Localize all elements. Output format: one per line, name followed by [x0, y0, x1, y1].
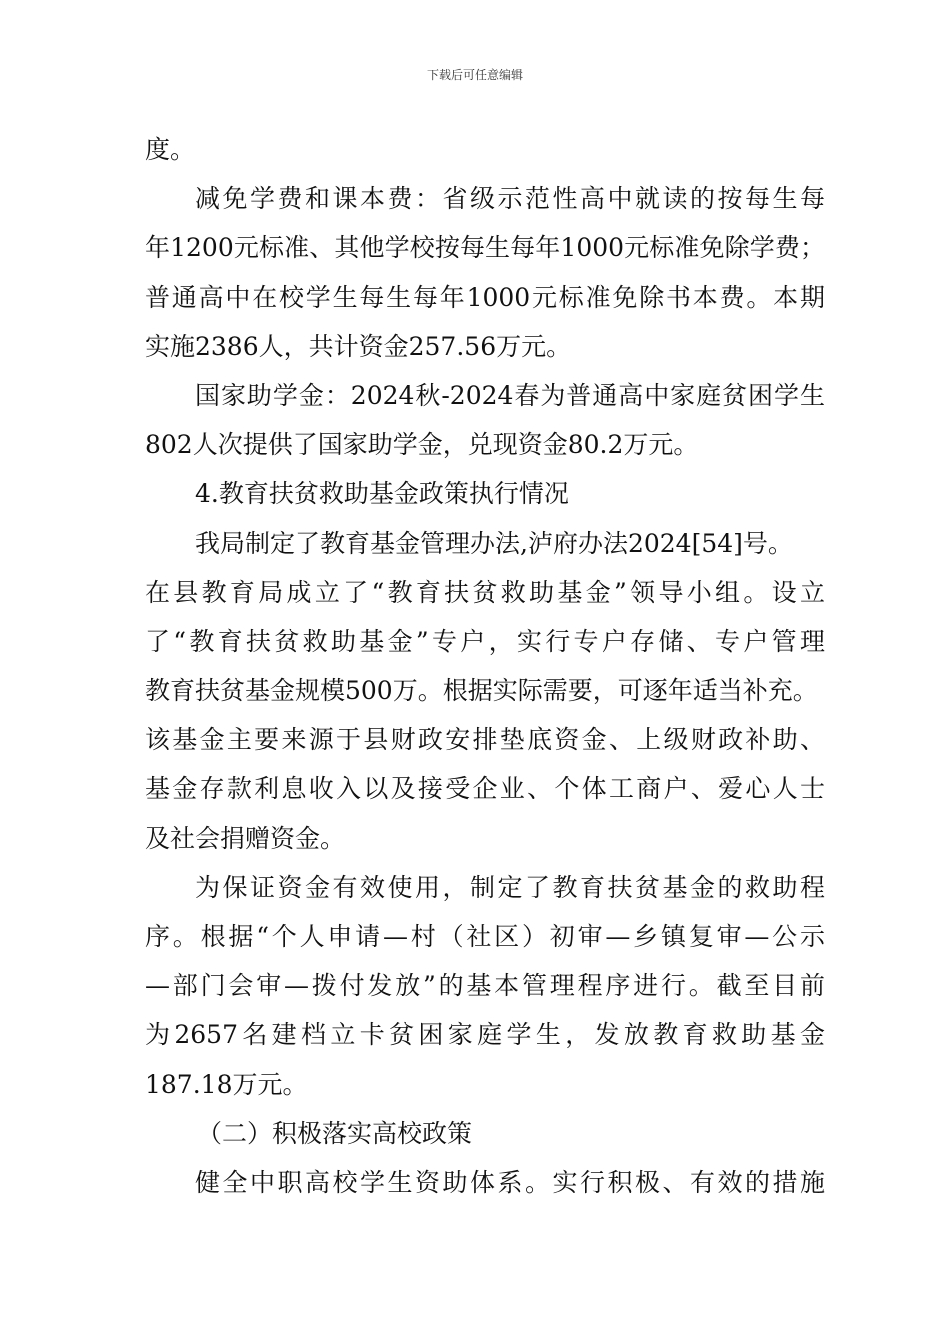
text-line-5: 实施2386人，共计资金257.56万元。 [145, 331, 572, 361]
text-line-14: 基金存款利息收入以及接受企业、个体工商户、爱心人士 [145, 774, 825, 804]
text-line-16: 为保证资金有效使用，制定了教育扶贫基金的救助程 [195, 872, 825, 902]
text-line-4: 普通高中在校学生每生每年1000元标准免除书本费。本期 [145, 282, 825, 312]
text-line-2: 减免学费和课本费：省级示范性高中就读的按每生每 [195, 184, 825, 214]
text-line-20: 187.18万元。 [145, 1069, 308, 1099]
section-heading-2: （二）积极落实高校政策 [197, 1118, 473, 1148]
text-line-1: 度。 [145, 135, 196, 164]
text-line-7: 802人次提供了国家助学金，兑现资金80.2万元。 [145, 430, 699, 460]
text-line-10: 在县教育局成立了“教育扶贫救助基金”领导小组。设立 [145, 577, 825, 607]
section-heading-4: 4.教育扶贫救助基金政策执行情况 [195, 479, 569, 509]
document-body [145, 125, 825, 1207]
text-line-18: —部门会审—拨付发放”的基本管理程序进行。截至目前 [145, 971, 825, 1001]
text-line-3: 年1200元标准、其他学校按每生每年1000元标准免除学费； [145, 233, 825, 263]
text-line-9: 我局制定了教育基金管理办法,泸府办法2024[54]号。 [195, 528, 793, 558]
text-line-19: 为2657名建档立卡贫困家庭学生，发放教育救助基金 [145, 1020, 825, 1050]
text-line-6: 国家助学金：2024秋-2024春为普通高中家庭贫困学生 [195, 380, 825, 410]
text-line-17: 序。根据“个人申请—村（社区）初审—乡镇复审—公示 [145, 922, 825, 951]
text-line-22: 健全中职高校学生资助体系。实行积极、有效的措施 [195, 1167, 825, 1197]
text-line-11: 了“教育扶贫救助基金”专户，实行专户存储、专户管理 [145, 626, 825, 656]
text-line-15: 及社会捐赠资金。 [145, 823, 346, 853]
text-line-12: 教育扶贫基金规模500万。根据实际需要，可逐年适当补充。 [145, 676, 818, 706]
text-line-13: 该基金主要来源于县财政安排垫底资金、上级财政补助、 [145, 725, 825, 755]
page-header-note: 下载后可任意编辑 [426, 68, 523, 82]
